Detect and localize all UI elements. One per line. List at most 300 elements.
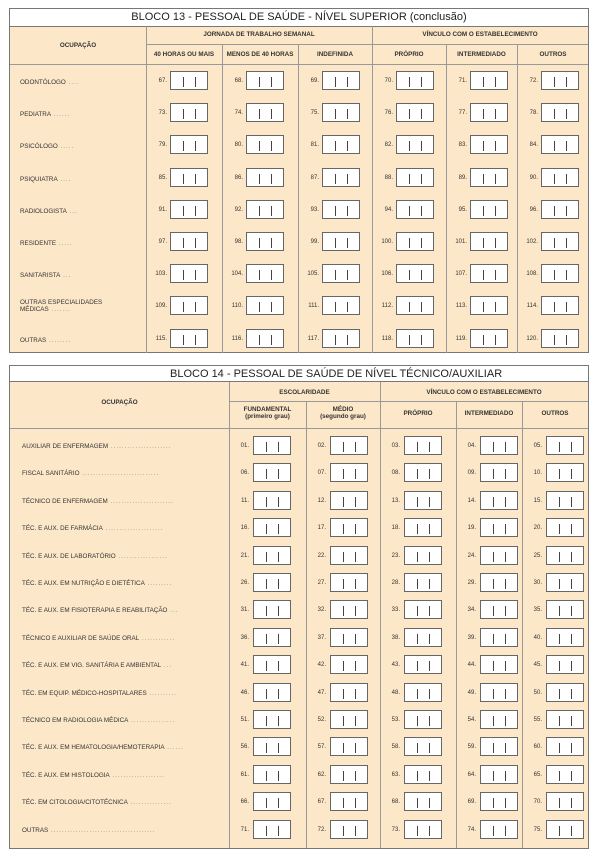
item-number: 27. bbox=[317, 580, 326, 586]
divider bbox=[372, 26, 373, 353]
occupation-label: FISCAL SANITÁRIO ............................ bbox=[22, 470, 160, 478]
column-header: INTERMEDIADO bbox=[457, 51, 506, 58]
item-number: 69. bbox=[310, 78, 319, 84]
field-input-box[interactable] bbox=[246, 296, 284, 315]
item-number: 63. bbox=[391, 771, 400, 778]
item-number: 67. bbox=[158, 78, 167, 84]
item-number: 75. bbox=[310, 110, 319, 117]
field-input-box[interactable] bbox=[404, 628, 442, 647]
field-input-box[interactable] bbox=[541, 135, 579, 154]
occupation-label: TÉCNICO E AUXILIAR DE SAÚDE ORAL ............ bbox=[22, 634, 175, 642]
field-input-box[interactable] bbox=[253, 820, 291, 839]
field-input-box[interactable] bbox=[480, 710, 518, 729]
field-input-box[interactable] bbox=[546, 737, 584, 756]
item-number: 49. bbox=[467, 689, 476, 696]
item-number: 113. bbox=[455, 303, 467, 310]
item-number: 118. bbox=[381, 335, 393, 342]
divider bbox=[522, 401, 523, 848]
field-input-box[interactable] bbox=[322, 264, 360, 283]
occupation-label: OUTRAS ESPECIALIDADES MÉDICAS ....... bbox=[20, 299, 103, 314]
occupation-label: AUXILIAR DE ENFERMAGEM ...................... bbox=[22, 443, 172, 450]
item-number: 65. bbox=[533, 771, 542, 778]
item-number: 72. bbox=[529, 78, 538, 84]
item-number: 48. bbox=[391, 689, 400, 696]
item-number: 38. bbox=[391, 634, 400, 641]
column-header: 40 HORAS OU MAIS bbox=[153, 51, 215, 58]
item-number: 12. bbox=[317, 497, 326, 504]
divider bbox=[298, 44, 299, 353]
item-number: 45. bbox=[533, 662, 542, 669]
field-input-box[interactable] bbox=[404, 600, 442, 619]
field-input-box[interactable] bbox=[480, 683, 518, 702]
item-number: 53. bbox=[391, 717, 400, 723]
field-input-box[interactable] bbox=[396, 103, 434, 122]
field-input-box[interactable] bbox=[546, 436, 584, 455]
item-number: 101. bbox=[455, 239, 467, 245]
field-input-box[interactable] bbox=[253, 600, 291, 619]
field-input-box[interactable] bbox=[170, 232, 208, 251]
occupation-label: SANITARISTA ... bbox=[20, 272, 72, 280]
field-input-box[interactable] bbox=[546, 546, 584, 565]
field-input-box[interactable] bbox=[470, 296, 508, 315]
employment-group-header: VÍNCULO COM O ESTABELECIMENTO bbox=[422, 31, 538, 38]
item-number: 44. bbox=[467, 662, 476, 669]
field-input-box[interactable] bbox=[470, 71, 508, 90]
field-input-box[interactable] bbox=[470, 168, 508, 187]
item-number: 108. bbox=[526, 271, 538, 278]
item-number: 114. bbox=[526, 303, 538, 310]
item-number: 67. bbox=[317, 799, 326, 806]
column-header: PRÓPRIO bbox=[403, 410, 433, 417]
field-input-box[interactable] bbox=[330, 546, 368, 565]
field-input-box[interactable] bbox=[330, 491, 368, 510]
item-number: 57. bbox=[317, 744, 326, 751]
field-input-box[interactable] bbox=[546, 573, 584, 592]
item-number: 37. bbox=[317, 634, 326, 641]
field-input-box[interactable] bbox=[330, 573, 368, 592]
item-number: 59. bbox=[467, 744, 476, 751]
column-header: OUTROS bbox=[539, 51, 567, 58]
field-input-box[interactable] bbox=[470, 135, 508, 154]
field-input-box[interactable] bbox=[546, 463, 584, 482]
column-header: MÉDIO (segundo grau) bbox=[320, 406, 366, 420]
field-input-box[interactable] bbox=[470, 264, 508, 283]
field-input-box[interactable] bbox=[404, 546, 442, 565]
field-input-box[interactable] bbox=[322, 103, 360, 122]
field-input-box[interactable] bbox=[546, 765, 584, 784]
item-number: 29. bbox=[467, 580, 476, 586]
item-number: 112. bbox=[381, 303, 393, 310]
field-input-box[interactable] bbox=[330, 655, 368, 674]
field-input-box[interactable] bbox=[396, 232, 434, 251]
item-number: 110. bbox=[231, 303, 243, 310]
field-input-box[interactable] bbox=[246, 329, 284, 348]
item-number: 72. bbox=[317, 826, 326, 833]
field-input-box[interactable] bbox=[253, 436, 291, 455]
field-input-box[interactable] bbox=[246, 71, 284, 90]
item-number: 117. bbox=[307, 335, 319, 342]
item-number: 46. bbox=[240, 689, 249, 696]
field-input-box[interactable] bbox=[330, 683, 368, 702]
field-input-box[interactable] bbox=[253, 655, 291, 674]
divider bbox=[146, 26, 147, 353]
item-number: 70. bbox=[533, 799, 542, 806]
item-number: 88. bbox=[384, 174, 393, 181]
field-input-box[interactable] bbox=[330, 518, 368, 537]
item-number: 35. bbox=[533, 607, 542, 614]
item-number: 19. bbox=[467, 525, 476, 532]
field-input-box[interactable] bbox=[330, 628, 368, 647]
item-number: 83. bbox=[458, 142, 467, 149]
field-input-box[interactable] bbox=[396, 71, 434, 90]
divider bbox=[306, 401, 307, 848]
item-number: 07. bbox=[317, 470, 326, 477]
item-number: 60. bbox=[533, 744, 542, 751]
field-input-box[interactable] bbox=[322, 232, 360, 251]
block-13-title: BLOCO 13 - PESSOAL DE SAÚDE - NÍVEL SUPERIOR (conclusão) bbox=[10, 9, 588, 27]
occupation-label: ODONTÓLOGO .... bbox=[20, 79, 80, 86]
item-number: 06. bbox=[240, 470, 249, 477]
occupation-label: RESIDENTE ..... bbox=[20, 240, 73, 247]
occupation-label: TÉC. E AUX. EM FISIOTERAPIA E REABILITAÇÃO ... bbox=[22, 607, 179, 615]
item-number: 105. bbox=[307, 271, 319, 278]
item-number: 54. bbox=[467, 717, 476, 723]
item-number: 55. bbox=[533, 717, 542, 723]
field-input-box[interactable] bbox=[330, 436, 368, 455]
field-input-box[interactable] bbox=[480, 573, 518, 592]
occupation-label: TÉCNICO DE ENFERMAGEM ....................... bbox=[22, 497, 174, 505]
field-input-box[interactable] bbox=[404, 655, 442, 674]
item-number: 120. bbox=[526, 335, 538, 342]
item-number: 94. bbox=[384, 206, 393, 213]
item-number: 77. bbox=[458, 110, 467, 117]
field-input-box[interactable] bbox=[546, 710, 584, 729]
field-input-box[interactable] bbox=[541, 168, 579, 187]
field-input-box[interactable] bbox=[170, 103, 208, 122]
field-input-box[interactable] bbox=[404, 436, 442, 455]
item-number: 82. bbox=[384, 142, 393, 149]
field-input-box[interactable] bbox=[170, 168, 208, 187]
column-header: MENOS DE 40 HORAS bbox=[226, 51, 294, 58]
item-number: 71. bbox=[458, 78, 467, 84]
column-header: FUNDAMENTAL (primeiro grau) bbox=[243, 406, 292, 420]
item-number: 42. bbox=[317, 662, 326, 669]
field-input-box[interactable] bbox=[396, 296, 434, 315]
item-number: 86. bbox=[234, 174, 243, 181]
item-number: 87. bbox=[310, 174, 319, 181]
item-number: 08. bbox=[391, 470, 400, 477]
field-input-box[interactable] bbox=[246, 264, 284, 283]
field-input-box[interactable] bbox=[396, 135, 434, 154]
field-input-box[interactable] bbox=[322, 168, 360, 187]
item-number: 40. bbox=[533, 634, 542, 641]
occupation-label: OUTRAS ...................................... bbox=[22, 826, 156, 834]
item-number: 79. bbox=[158, 142, 167, 149]
divider bbox=[446, 44, 447, 353]
item-number: 56. bbox=[240, 744, 249, 751]
item-number: 30. bbox=[533, 580, 542, 586]
divider bbox=[517, 44, 518, 353]
item-number: 109. bbox=[155, 303, 167, 310]
item-number: 11. bbox=[241, 497, 249, 504]
divider bbox=[380, 382, 381, 848]
item-number: 24. bbox=[467, 552, 476, 559]
field-input-box[interactable] bbox=[480, 765, 518, 784]
field-input-box[interactable] bbox=[330, 792, 368, 811]
field-input-box[interactable] bbox=[480, 820, 518, 839]
divider bbox=[10, 428, 588, 429]
item-number: 91. bbox=[158, 206, 167, 213]
field-input-box[interactable] bbox=[480, 463, 518, 482]
item-number: 61. bbox=[240, 771, 249, 778]
field-input-box[interactable] bbox=[404, 792, 442, 811]
item-number: 34. bbox=[467, 607, 476, 614]
field-input-box[interactable] bbox=[546, 518, 584, 537]
field-input-box[interactable] bbox=[253, 765, 291, 784]
field-input-box[interactable] bbox=[470, 232, 508, 251]
field-input-box[interactable] bbox=[546, 655, 584, 674]
item-number: 95. bbox=[458, 206, 467, 213]
column-header: INDEFINIDA bbox=[316, 51, 354, 58]
field-input-box[interactable] bbox=[330, 710, 368, 729]
divider bbox=[146, 44, 588, 45]
field-input-box[interactable] bbox=[330, 765, 368, 784]
field-input-box[interactable] bbox=[480, 518, 518, 537]
field-input-box[interactable] bbox=[480, 600, 518, 619]
field-input-box[interactable] bbox=[253, 491, 291, 510]
item-number: 18. bbox=[391, 525, 400, 532]
item-number: 32. bbox=[317, 607, 326, 614]
block-14-title: BLOCO 14 - PESSOAL DE SAÚDE DE NÍVEL TÉCNICO/AUXILIAR bbox=[10, 366, 588, 382]
field-input-box[interactable] bbox=[396, 200, 434, 219]
item-number: 75. bbox=[533, 826, 542, 833]
item-number: 74. bbox=[234, 110, 243, 117]
item-number: 15. bbox=[533, 497, 542, 504]
occupation-label: OUTRAS ........ bbox=[20, 336, 71, 344]
field-input-box[interactable] bbox=[404, 737, 442, 756]
column-header: INTERMEDIADO bbox=[464, 410, 514, 417]
field-input-box[interactable] bbox=[170, 329, 208, 348]
field-input-box[interactable] bbox=[330, 600, 368, 619]
field-input-box[interactable] bbox=[253, 683, 291, 702]
field-input-box[interactable] bbox=[480, 436, 518, 455]
item-number: 119. bbox=[455, 335, 467, 342]
occupation-header: OCUPAÇÃO bbox=[101, 399, 138, 406]
field-input-box[interactable] bbox=[480, 655, 518, 674]
field-input-box[interactable] bbox=[322, 71, 360, 90]
item-number: 90. bbox=[529, 174, 538, 181]
item-number: 89. bbox=[458, 174, 467, 181]
item-number: 70. bbox=[384, 78, 393, 84]
field-input-box[interactable] bbox=[480, 628, 518, 647]
field-input-box[interactable] bbox=[541, 103, 579, 122]
occupation-label: PSIQUIATRA .... bbox=[20, 175, 72, 183]
field-input-box[interactable] bbox=[322, 329, 360, 348]
field-input-box[interactable] bbox=[546, 683, 584, 702]
field-input-box[interactable] bbox=[541, 71, 579, 90]
item-number: 21. bbox=[240, 552, 249, 559]
item-number: 93. bbox=[310, 206, 319, 213]
field-input-box[interactable] bbox=[541, 200, 579, 219]
field-input-box[interactable] bbox=[541, 329, 579, 348]
item-number: 33. bbox=[391, 607, 400, 614]
item-number: 52. bbox=[317, 717, 326, 723]
item-number: 78. bbox=[529, 110, 538, 117]
item-number: 01. bbox=[240, 443, 249, 449]
occupation-label: PEDIATRA ...... bbox=[20, 111, 71, 119]
field-input-box[interactable] bbox=[246, 232, 284, 251]
field-input-box[interactable] bbox=[404, 710, 442, 729]
field-input-box[interactable] bbox=[404, 463, 442, 482]
column-header: PRÓPRIO bbox=[394, 51, 424, 58]
field-input-box[interactable] bbox=[404, 518, 442, 537]
item-number: 58. bbox=[391, 744, 400, 751]
block-13-section bbox=[9, 8, 589, 353]
field-input-box[interactable] bbox=[246, 168, 284, 187]
occupation-label: TÉC. EM EQUIP. MÉDICO-HOSPITALARES .......... bbox=[22, 689, 177, 697]
field-input-box[interactable] bbox=[253, 737, 291, 756]
item-number: 97. bbox=[158, 239, 167, 245]
field-input-box[interactable] bbox=[330, 463, 368, 482]
item-number: 74. bbox=[467, 826, 476, 833]
item-number: 17. bbox=[317, 525, 326, 532]
item-number: 51. bbox=[240, 717, 249, 723]
field-input-box[interactable] bbox=[330, 737, 368, 756]
item-number: 104. bbox=[231, 271, 243, 278]
item-number: 96. bbox=[529, 206, 538, 213]
field-input-box[interactable] bbox=[246, 103, 284, 122]
field-input-box[interactable] bbox=[246, 135, 284, 154]
field-input-box[interactable] bbox=[470, 329, 508, 348]
item-number: 50. bbox=[533, 689, 542, 696]
field-input-box[interactable] bbox=[480, 546, 518, 565]
field-input-box[interactable] bbox=[396, 168, 434, 187]
field-input-box[interactable] bbox=[404, 491, 442, 510]
block-14-section bbox=[9, 365, 589, 849]
occupation-label: TÉC. E AUX. EM NUTRIÇÃO E DIETÉTICA ......... bbox=[22, 580, 173, 587]
field-input-box[interactable] bbox=[470, 103, 508, 122]
item-number: 99. bbox=[310, 239, 319, 245]
item-number: 14. bbox=[467, 497, 476, 504]
item-number: 102. bbox=[526, 239, 538, 245]
item-number: 05. bbox=[533, 443, 542, 449]
field-input-box[interactable] bbox=[546, 820, 584, 839]
field-input-box[interactable] bbox=[404, 765, 442, 784]
item-number: 81. bbox=[310, 142, 319, 149]
occupation-label: TÉC. E AUX. DE FARMÁCIA ..................... bbox=[22, 525, 164, 533]
item-number: 115. bbox=[155, 335, 167, 342]
divider bbox=[456, 401, 457, 848]
item-number: 80. bbox=[234, 142, 243, 149]
item-number: 23. bbox=[391, 552, 400, 559]
item-number: 73. bbox=[391, 826, 400, 833]
field-input-box[interactable] bbox=[253, 546, 291, 565]
occupation-label: PSICÓLOGO ..... bbox=[20, 143, 75, 151]
field-input-box[interactable] bbox=[170, 135, 208, 154]
divider bbox=[222, 44, 223, 353]
occupation-label: RADIOLOGISTA ... bbox=[20, 207, 78, 215]
field-input-box[interactable] bbox=[404, 683, 442, 702]
field-input-box[interactable] bbox=[541, 264, 579, 283]
field-input-box[interactable] bbox=[170, 296, 208, 315]
column-header: OUTROS bbox=[541, 410, 569, 417]
field-input-box[interactable] bbox=[470, 200, 508, 219]
item-number: 64. bbox=[467, 771, 476, 778]
item-number: 68. bbox=[234, 78, 243, 84]
field-input-box[interactable] bbox=[322, 296, 360, 315]
field-input-box[interactable] bbox=[404, 820, 442, 839]
item-number: 100. bbox=[381, 239, 393, 245]
field-input-box[interactable] bbox=[253, 628, 291, 647]
field-input-box[interactable] bbox=[322, 200, 360, 219]
item-number: 13. bbox=[391, 497, 400, 504]
occupation-header: OCUPAÇÃO bbox=[59, 42, 97, 49]
item-number: 22. bbox=[317, 552, 326, 559]
item-number: 20. bbox=[533, 525, 542, 532]
item-number: 71. bbox=[240, 826, 249, 833]
item-number: 107. bbox=[455, 271, 467, 278]
item-number: 68. bbox=[391, 799, 400, 806]
field-input-box[interactable] bbox=[396, 264, 434, 283]
field-input-box[interactable] bbox=[396, 329, 434, 348]
item-number: 106. bbox=[381, 271, 393, 278]
item-number: 39. bbox=[467, 634, 476, 641]
occupation-label: TÉC. E AUX. EM HISTOLOGIA ................... bbox=[22, 771, 165, 779]
item-number: 36. bbox=[240, 634, 249, 641]
field-input-box[interactable] bbox=[253, 573, 291, 592]
field-input-box[interactable] bbox=[322, 135, 360, 154]
field-input-box[interactable] bbox=[170, 71, 208, 90]
item-number: 103. bbox=[155, 271, 167, 278]
field-input-box[interactable] bbox=[480, 491, 518, 510]
field-input-box[interactable] bbox=[246, 200, 284, 219]
item-number: 25. bbox=[533, 552, 542, 559]
field-input-box[interactable] bbox=[253, 463, 291, 482]
item-number: 16. bbox=[240, 525, 249, 532]
item-number: 26. bbox=[240, 580, 249, 586]
item-number: 76. bbox=[384, 110, 393, 117]
field-input-box[interactable] bbox=[253, 792, 291, 811]
field-input-box[interactable] bbox=[404, 573, 442, 592]
item-number: 116. bbox=[231, 335, 243, 342]
field-input-box[interactable] bbox=[330, 820, 368, 839]
field-input-box[interactable] bbox=[170, 264, 208, 283]
field-input-box[interactable] bbox=[546, 628, 584, 647]
field-input-box[interactable] bbox=[253, 518, 291, 537]
field-input-box[interactable] bbox=[253, 710, 291, 729]
field-input-box[interactable] bbox=[480, 737, 518, 756]
item-number: 09. bbox=[467, 470, 476, 477]
item-number: 47. bbox=[317, 689, 326, 696]
field-input-box[interactable] bbox=[170, 200, 208, 219]
occupation-label: TÉC. E AUX. EM HEMATOLOGIA/HEMOTERAPIA ...... bbox=[22, 744, 184, 752]
item-number: 111. bbox=[308, 303, 319, 310]
item-number: 92. bbox=[234, 206, 243, 213]
field-input-box[interactable] bbox=[546, 600, 584, 619]
occupation-label: TÉC. E AUX. EM VIG. SANITÁRIA E AMBIENTAL ... bbox=[22, 662, 173, 670]
item-number: 10. bbox=[533, 470, 542, 477]
item-number: 84. bbox=[529, 142, 538, 149]
field-input-box[interactable] bbox=[546, 792, 584, 811]
field-input-box[interactable] bbox=[541, 232, 579, 251]
item-number: 31. bbox=[240, 607, 249, 614]
field-input-box[interactable] bbox=[480, 792, 518, 811]
field-input-box[interactable] bbox=[541, 296, 579, 315]
occupation-label: TÉC. EM CITOLOGIA/CITOTÉCNICA ............... bbox=[22, 799, 172, 807]
item-number: 04. bbox=[467, 443, 476, 449]
item-number: 98. bbox=[234, 239, 243, 245]
field-input-box[interactable] bbox=[546, 491, 584, 510]
